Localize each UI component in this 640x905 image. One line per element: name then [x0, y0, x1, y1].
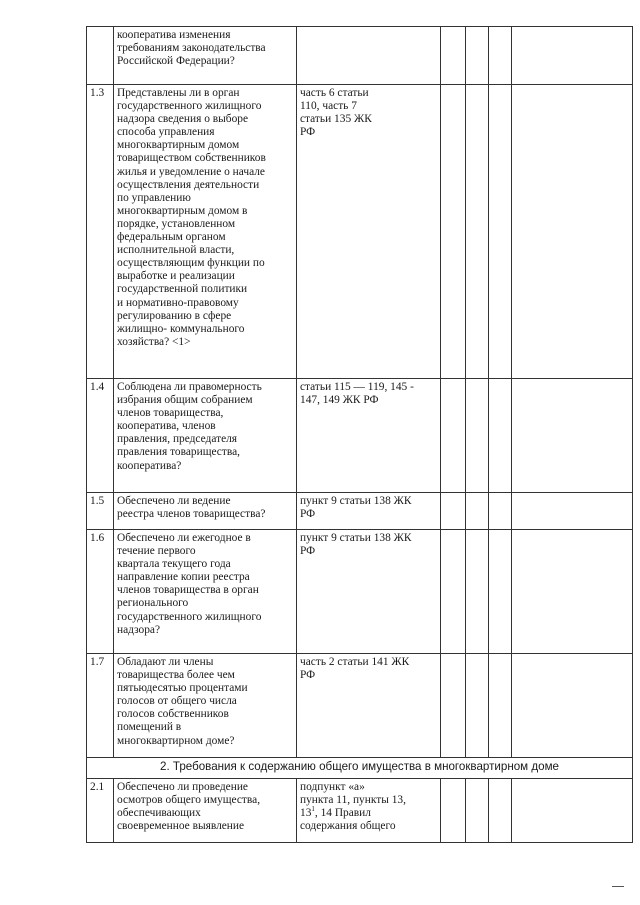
notes-cell[interactable]: [512, 530, 633, 654]
question-line: надзора сведения о выборе: [117, 113, 249, 126]
legal-reference-cell: [297, 27, 441, 85]
question-line: направление копии реестра: [117, 571, 250, 584]
question-line: кооператива?: [117, 459, 182, 472]
question-line: государственного жилищного: [117, 610, 262, 623]
table-row: [87, 85, 633, 379]
question-line: правления товарищества,: [117, 446, 240, 459]
question-line: реестра членов товарищества?: [117, 508, 266, 521]
question-line: кооператива изменения: [117, 29, 231, 41]
question-line: избрания общим собранием: [117, 394, 253, 407]
legal-reference-cell: [297, 493, 441, 530]
inspection-checklist-table: [86, 26, 633, 843]
legal-reference-cell: [297, 654, 441, 758]
question-line: обеспечивающих: [117, 807, 201, 820]
answer-yes-cell[interactable]: [441, 27, 466, 85]
question-cell: [114, 27, 297, 85]
reference-line: РФ: [300, 508, 316, 521]
reference-line: часть 2 статьи 141 ЖК: [300, 656, 410, 668]
question-line: Обеспечено ли ежегодное в: [117, 532, 251, 544]
question-line: жилья и уведомление о начале: [117, 165, 265, 178]
answer-yes-cell[interactable]: [441, 85, 466, 379]
question-line: товарищества более чем: [117, 669, 235, 682]
answer-no-cell[interactable]: [466, 779, 489, 843]
table-row: [87, 530, 633, 654]
reference-line: 147, 149 ЖК РФ: [300, 394, 379, 407]
question-line: исполнительной власти,: [117, 244, 235, 257]
reference-line: пункт 9 статьи 138 ЖК: [300, 495, 412, 507]
section-title: 2. Требования к содержанию общего имущества в многоквартирном доме: [87, 758, 633, 779]
question-line: федеральным органом: [117, 231, 226, 244]
item-number: 1.3: [87, 85, 114, 379]
question-line: выработке и реализации: [117, 270, 235, 283]
answer-no-cell[interactable]: [466, 27, 489, 85]
question-line: Обладают ли члены: [117, 656, 214, 668]
reference-line: РФ: [300, 545, 316, 558]
answer-na-cell[interactable]: [489, 654, 512, 758]
reference-line: [300, 807, 437, 820]
reference-line: РФ: [300, 669, 316, 682]
question-line: правления, председателя: [117, 433, 238, 446]
notes-cell[interactable]: [512, 493, 633, 530]
item-number: 1.7: [87, 654, 114, 758]
reference-line: подпункт «а»: [300, 781, 365, 793]
notes-cell[interactable]: [512, 779, 633, 843]
question-line: помещений в: [117, 721, 182, 734]
legal-reference-cell: [297, 85, 441, 379]
answer-no-cell[interactable]: [466, 85, 489, 379]
question-line: способа управления: [117, 126, 215, 139]
reference-fragment: , 14 Правил: [314, 807, 371, 820]
legal-reference-cell: [297, 779, 441, 843]
question-line: осмотров общего имущества,: [117, 794, 261, 807]
item-number: 1.4: [87, 379, 114, 493]
notes-cell[interactable]: [512, 85, 633, 379]
question-line: Представлены ли в орган: [117, 87, 240, 99]
reference-fragment: 13: [300, 807, 312, 820]
answer-yes-cell[interactable]: [441, 530, 466, 654]
table-row: [87, 27, 633, 85]
question-line: хозяйства? <1>: [117, 335, 191, 348]
reference-line: пункт 9 статьи 138 ЖК: [300, 532, 412, 544]
question-line: Обеспечено ли проведение: [117, 781, 248, 793]
reference-line: РФ: [300, 126, 316, 139]
question-line: течение первого: [117, 545, 196, 558]
question-line: товариществом собственников: [117, 152, 266, 165]
question-cell: [114, 779, 297, 843]
answer-na-cell[interactable]: [489, 27, 512, 85]
question-cell: [114, 85, 297, 379]
answer-na-cell[interactable]: [489, 85, 512, 379]
notes-cell[interactable]: [512, 27, 633, 85]
question-line: Обеспечено ли ведение: [117, 495, 231, 507]
checklist-rows: [87, 27, 633, 843]
table-row: [87, 493, 633, 530]
item-number: [87, 27, 114, 85]
question-line: квартала текущего года: [117, 558, 231, 571]
table-row: [87, 654, 633, 758]
item-number: 1.6: [87, 530, 114, 654]
answer-no-cell[interactable]: [466, 654, 489, 758]
notes-cell[interactable]: [512, 379, 633, 493]
answer-na-cell[interactable]: [489, 779, 512, 843]
question-line: государственной политики: [117, 283, 248, 296]
question-line: государственного жилищного: [117, 100, 262, 113]
answer-yes-cell[interactable]: [441, 654, 466, 758]
question-line: многоквартирным домом в: [117, 204, 248, 217]
question-line: Соблюдена ли правомерность: [117, 381, 262, 393]
question-line: многоквартирным домом: [117, 139, 240, 152]
reference-line: часть 6 статьи: [300, 87, 369, 99]
scan-artifact: [612, 886, 624, 887]
legal-reference-cell: [297, 379, 441, 493]
reference-line: статьи 135 ЖК: [300, 113, 372, 126]
answer-no-cell[interactable]: [466, 530, 489, 654]
reference-superscript: 1: [311, 805, 315, 814]
answer-na-cell[interactable]: [489, 493, 512, 530]
answer-yes-cell[interactable]: [441, 379, 466, 493]
question-line: осуществляющим функции по: [117, 257, 265, 270]
question-line: регионального: [117, 597, 189, 610]
reference-line: содержания общего: [300, 820, 396, 833]
reference-line: 110, часть 7: [300, 100, 357, 113]
question-line: многоквартирном доме?: [117, 734, 235, 747]
question-line: по управлению: [117, 191, 191, 204]
item-number: 1.5: [87, 493, 114, 530]
section-header-row: [87, 758, 633, 779]
question-line: надзора?: [117, 623, 161, 636]
table-row: [87, 379, 633, 493]
answer-na-cell[interactable]: [489, 379, 512, 493]
answer-na-cell[interactable]: [489, 530, 512, 654]
question-line: членов товарищества,: [117, 407, 224, 420]
item-number: 2.1: [87, 779, 114, 843]
reference-line: статьи 115 — 119, 145 -: [300, 381, 414, 393]
question-line: голосов собственников: [117, 708, 229, 721]
answer-yes-cell[interactable]: [441, 779, 466, 843]
question-line: своевременное выявление: [117, 820, 245, 833]
table-row: [87, 779, 633, 843]
question-line: и нормативно-правовому: [117, 296, 239, 309]
question-line: жилищно- коммунального: [117, 322, 245, 335]
question-cell: [114, 493, 297, 530]
reference-line: пункта 11, пункты 13,: [300, 794, 406, 807]
question-line: требованиям законодательства: [117, 42, 266, 55]
question-cell: [114, 654, 297, 758]
question-line: регулированию в сфере: [117, 309, 232, 322]
answer-no-cell[interactable]: [466, 493, 489, 530]
question-line: осуществления деятельности: [117, 178, 260, 191]
question-line: Российской Федерации?: [117, 55, 235, 68]
answer-no-cell[interactable]: [466, 379, 489, 493]
question-line: кооператива, членов: [117, 420, 216, 433]
answer-yes-cell[interactable]: [441, 493, 466, 530]
question-line: голосов от общего числа: [117, 695, 237, 708]
question-line: порядке, установленном: [117, 217, 236, 230]
question-cell: [114, 530, 297, 654]
notes-cell[interactable]: [512, 654, 633, 758]
legal-reference-cell: [297, 530, 441, 654]
question-line: пятьюдесятью процентами: [117, 682, 248, 695]
question-line: членов товарищества в орган: [117, 584, 259, 597]
question-cell: [114, 379, 297, 493]
